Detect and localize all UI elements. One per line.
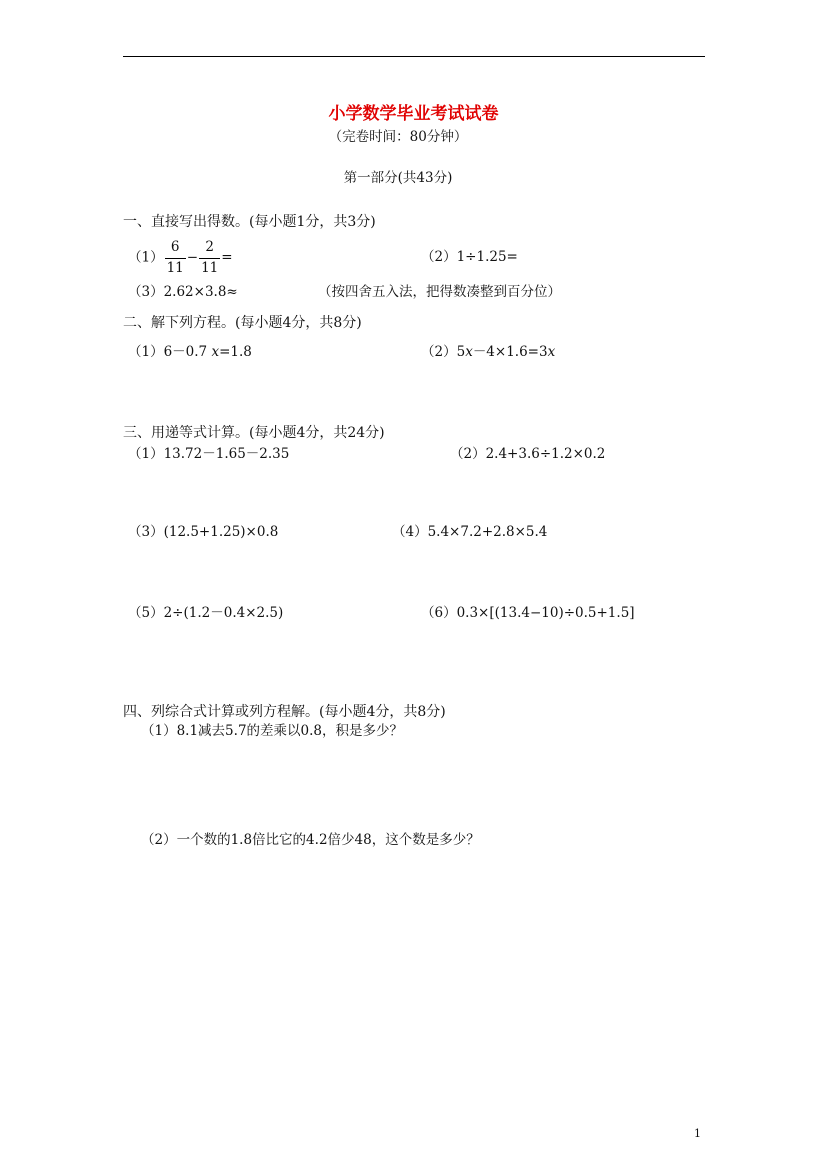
variable-x: x	[211, 344, 220, 360]
s3-question-1: （1）13.72－1.65－2.35	[128, 446, 290, 462]
s3-question-6: （6）0.3×[(13.4−10)÷0.5+1.5]	[421, 605, 635, 621]
equals-sign: =	[221, 249, 233, 266]
header-rule	[123, 56, 705, 57]
s4-question-1: （1）8.1减去5.7的差乘以0.8，积是多少？	[141, 723, 403, 739]
fraction-denominator: 11	[201, 259, 219, 276]
s1-question-2: （2）1÷1.25=	[421, 249, 518, 265]
s2-question-2	[421, 346, 555, 360]
section-2-heading: 二、解下列方程。(每小题4分，共8分)	[123, 315, 362, 331]
s3-question-3: （3）(12.5+1.25)×0.8	[128, 524, 279, 540]
s1-question-3: （3）2.62×3.8≈	[128, 284, 238, 300]
s2-question-1	[128, 346, 252, 360]
time-note: （完卷时间：80分钟）	[328, 129, 468, 145]
s3-question-2: （2）2.4+3.6÷1.2×0.2	[450, 446, 606, 462]
s2-q1-left: （1）6－0.7	[128, 344, 212, 360]
s2-q1-right: =1.8	[219, 344, 252, 360]
fraction-denominator: 11	[166, 259, 184, 276]
fraction-6-11	[165, 241, 186, 275]
variable-x: x	[547, 344, 556, 360]
minus-operator: −	[186, 249, 199, 266]
s4-question-2: （2）一个数的1.8倍比它的4.2倍少48，这个数是多少？	[141, 832, 480, 848]
s3-question-5: （5）2÷(1.2－0.4×2.5)	[128, 605, 284, 621]
s1-question-1	[128, 241, 233, 275]
fraction-numerator: 6	[165, 241, 186, 259]
page-number: 1	[694, 1127, 701, 1140]
section-3-heading: 三、用递等式计算。(每小题4分，共24分)	[123, 425, 385, 441]
variable-x: x	[465, 344, 473, 360]
part-heading: 第一部分(共43分)	[343, 170, 453, 186]
fraction-2-11	[199, 241, 220, 275]
s2-q2-left: （2）5	[421, 344, 466, 360]
exam-title: 小学数学毕业考试试卷	[328, 104, 499, 124]
section-4-heading: 四、列综合式计算或列方程解。(每小题4分，共8分)	[123, 704, 446, 720]
s3-question-4: （4）5.4×7.2+2.8×5.4	[392, 524, 548, 540]
section-1-heading: 一、直接写出得数。(每小题1分，共3分)	[123, 214, 376, 230]
fraction-numerator: 2	[199, 241, 220, 259]
s1-q1-label: （1）	[128, 249, 164, 266]
s1-question-3-note: （按四舍五入法，把得数凑整到百分位）	[318, 284, 561, 300]
s2-q2-middle: －4×1.6=3	[472, 344, 548, 360]
